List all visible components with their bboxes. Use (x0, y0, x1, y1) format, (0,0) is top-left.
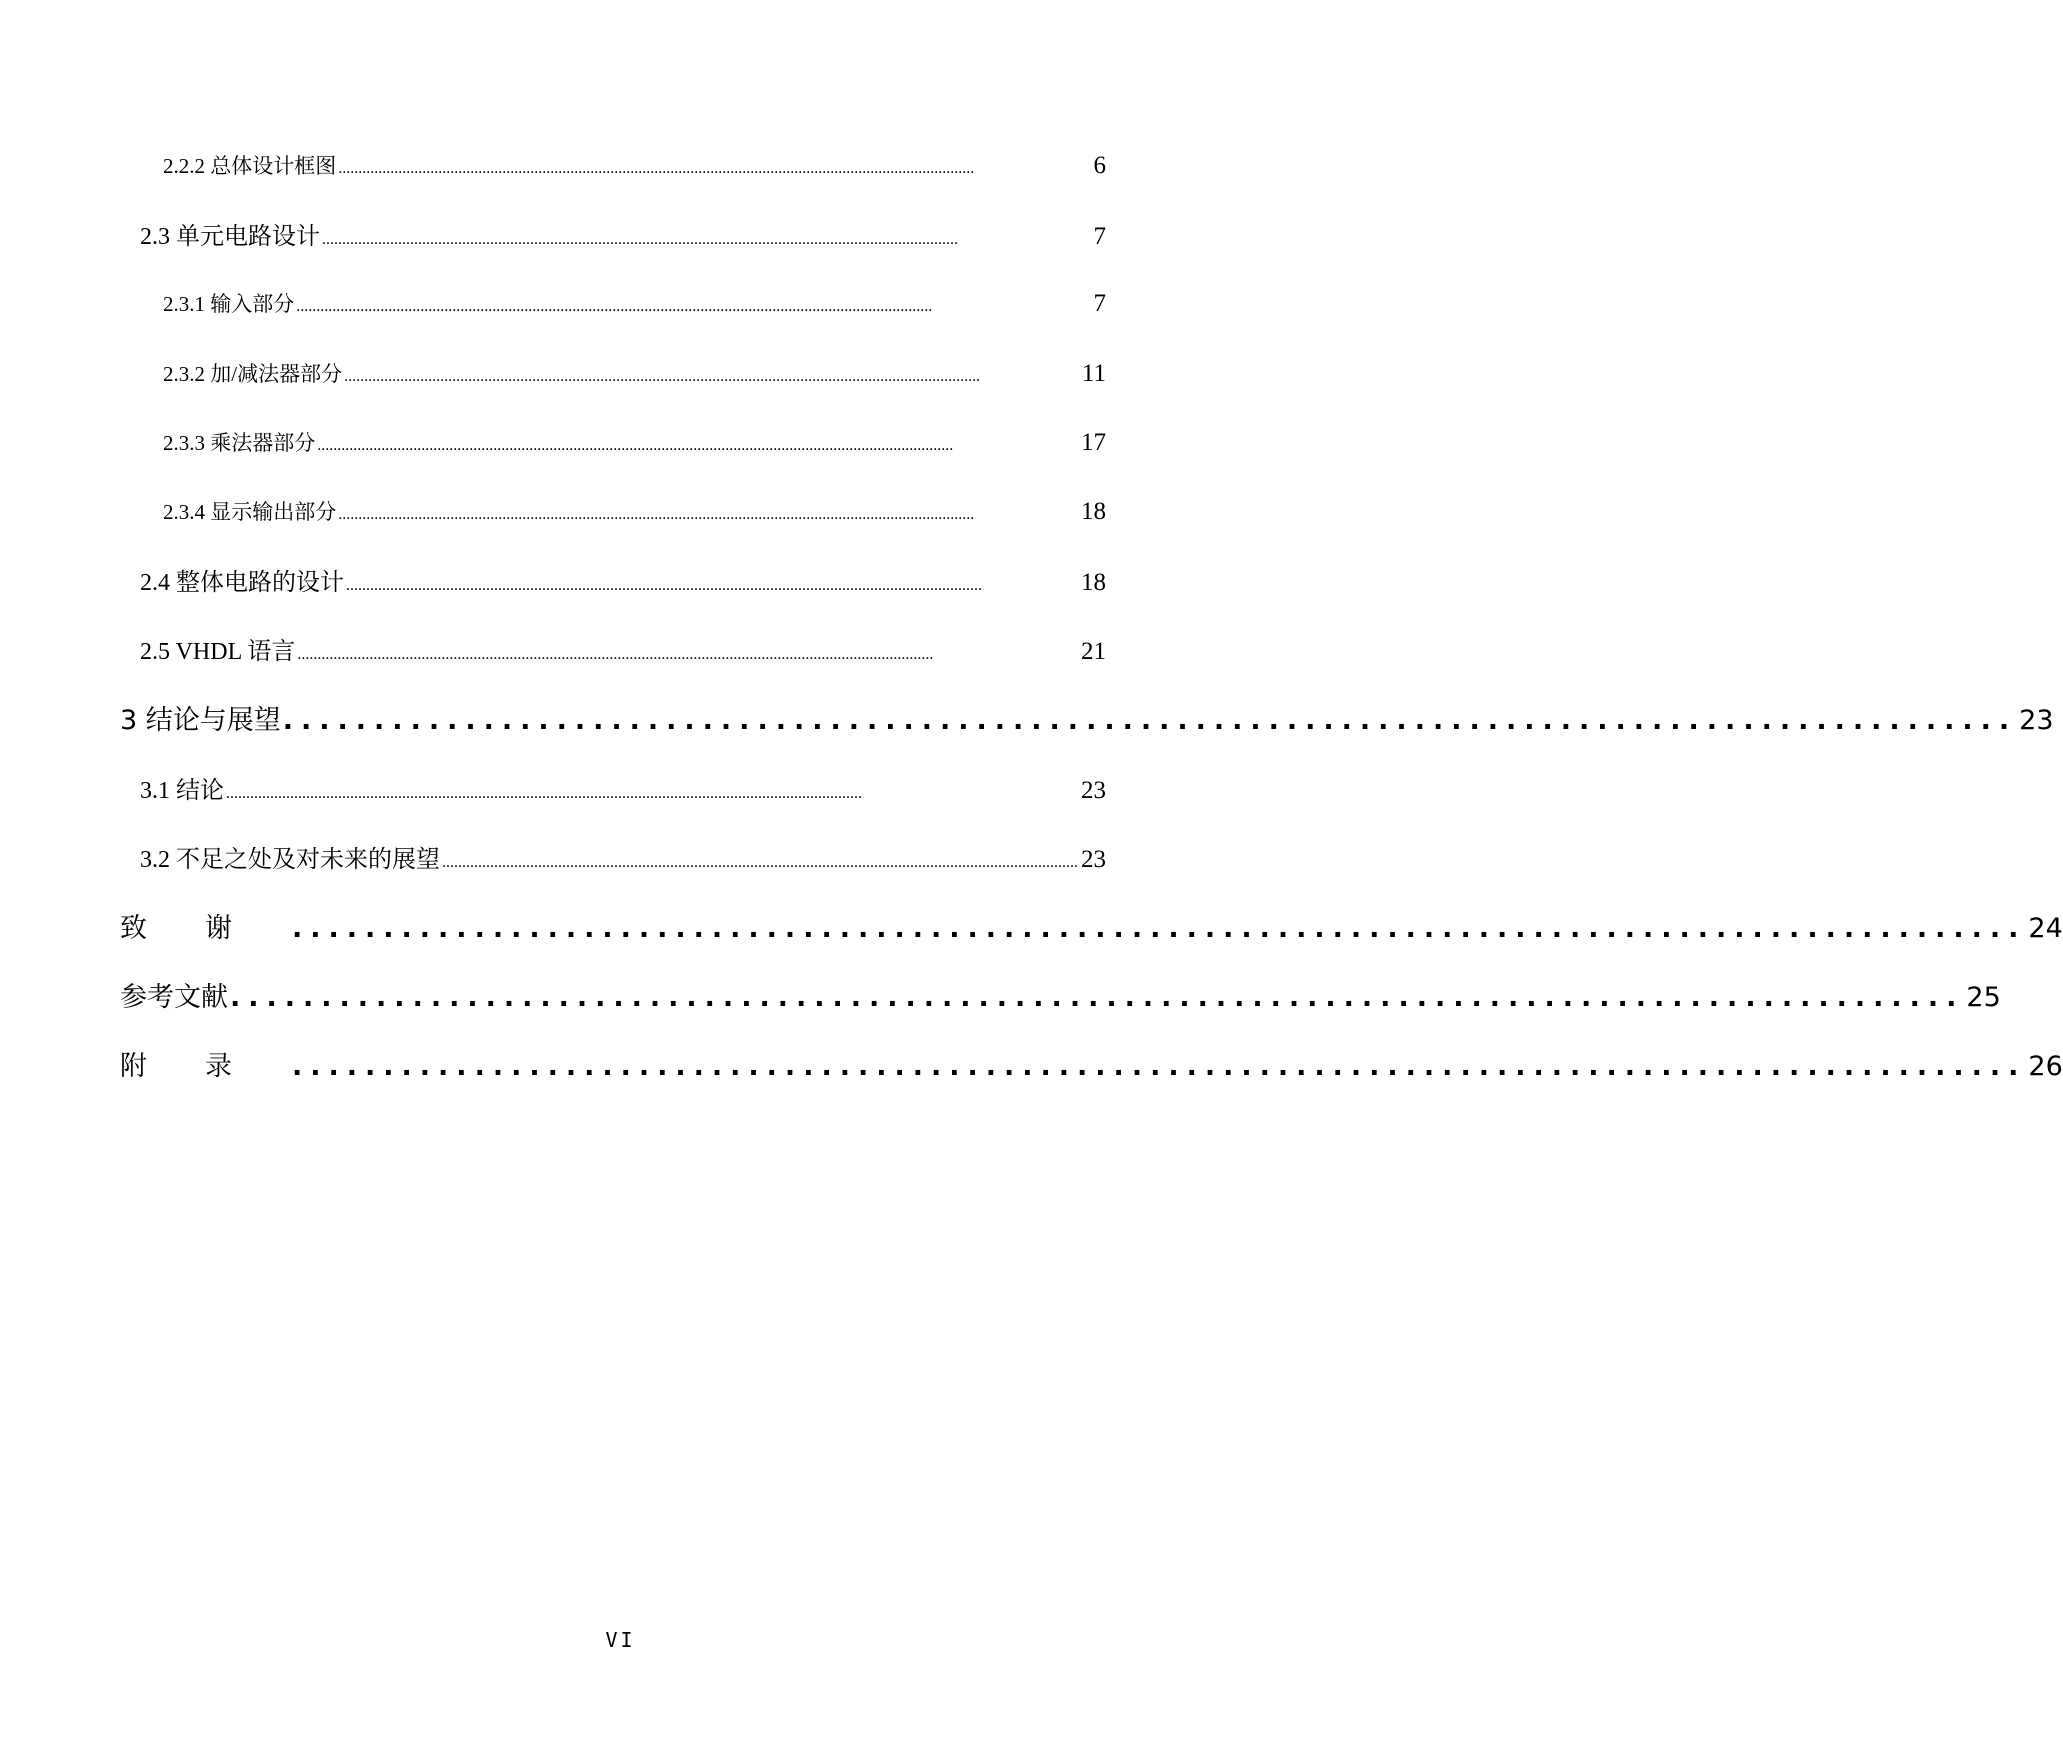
toc-leader-dots: ............................................................................................... (282, 705, 2018, 736)
toc-leader-dots: ............................................................................................... (292, 1051, 2027, 1082)
toc-entry[interactable] (120, 906, 2063, 944)
toc-entry-label: 2.5 VHDL 语言 (140, 639, 296, 665)
toc-leader-dots: ............................................................................................................................................................... (442, 854, 1078, 871)
toc-page-number: 18 (1081, 498, 1106, 525)
toc-page-number: 25 (1966, 982, 2001, 1013)
toc-leader-dots: ............................................................................................................................................................... (338, 506, 975, 523)
toc-entry[interactable] (163, 496, 1106, 526)
toc-leader-dots: ............................................................................................... (230, 982, 1965, 1013)
toc-entry[interactable] (163, 358, 1106, 388)
toc-entry[interactable] (140, 216, 1106, 248)
page-number-footer: VI (605, 1628, 636, 1652)
toc-page-number: 11 (1081, 360, 1106, 387)
toc-leader-dots: ............................................................................................................................................................... (346, 577, 982, 594)
toc-entry-label: 2.3.1 输入部分 (163, 292, 295, 316)
toc-entry-label: 3.1 结论 (140, 778, 224, 804)
toc-entry[interactable] (163, 288, 1106, 318)
toc-page-number: 18 (1081, 569, 1106, 596)
toc-entry[interactable] (140, 839, 1106, 871)
toc-leader-dots: ............................................................................................................................................................... (338, 160, 975, 177)
toc-entry-label: 致谢 (120, 913, 290, 944)
toc-entry[interactable] (140, 631, 1106, 663)
toc-leader-dots: ............................................................................................................................................................... (226, 785, 862, 802)
toc-entry-label: 2.3 单元电路设计 (140, 224, 320, 250)
toc-leader-dots: ............................................................................................................................................................... (322, 231, 958, 248)
toc-page-number: 26 (2028, 1051, 2063, 1082)
toc-entry-label: 2.2.2 总体设计框图 (163, 154, 337, 178)
toc-page-number: 17 (1081, 429, 1106, 456)
toc-leader-dots: ............................................................................................................................................................... (344, 368, 981, 385)
toc-entry-label: 2.3.4 显示输出部分 (163, 500, 337, 524)
toc-leader-dots: ............................................................................................................................................................... (297, 646, 934, 663)
toc-page-number: 7 (1093, 290, 1106, 317)
toc-page-number: 24 (2028, 913, 2063, 944)
toc-entry-label: 3.2 不足之处及对未来的展望 (140, 847, 440, 873)
toc-entry[interactable] (163, 150, 1106, 180)
toc-entry-label: 2.4 整体电路的设计 (140, 570, 344, 596)
toc-entry[interactable] (140, 770, 1106, 802)
toc-page-number: 23 (1081, 846, 1106, 873)
toc-page-number: 7 (1093, 223, 1106, 250)
toc-leader-dots: ............................................................................................................................................................... (296, 298, 933, 315)
toc-entry-label: 附录 (120, 1051, 290, 1082)
toc-page-number: 23 (1081, 777, 1106, 804)
toc-entry[interactable] (120, 975, 2001, 1013)
toc-entry-label: 3 结论与展望 (120, 705, 281, 736)
toc-leader-dots: ............................................................................................... (292, 913, 2027, 944)
toc-entry-label: 2.3.2 加/减法器部分 (163, 362, 343, 386)
toc-entry[interactable] (163, 427, 1106, 457)
toc-entry[interactable] (120, 1044, 2063, 1082)
toc-entry-label: 参考文献 (120, 982, 228, 1013)
toc-leader-dots: ............................................................................................................................................................... (317, 437, 954, 454)
toc-entry-label: 2.3.3 乘法器部分 (163, 431, 316, 455)
toc-page-number: 6 (1093, 152, 1106, 179)
toc-page-number: 21 (1081, 638, 1106, 665)
toc-entry[interactable] (140, 562, 1106, 594)
toc-page-number: 23 (2019, 705, 2054, 736)
toc-entry[interactable] (120, 698, 2054, 736)
